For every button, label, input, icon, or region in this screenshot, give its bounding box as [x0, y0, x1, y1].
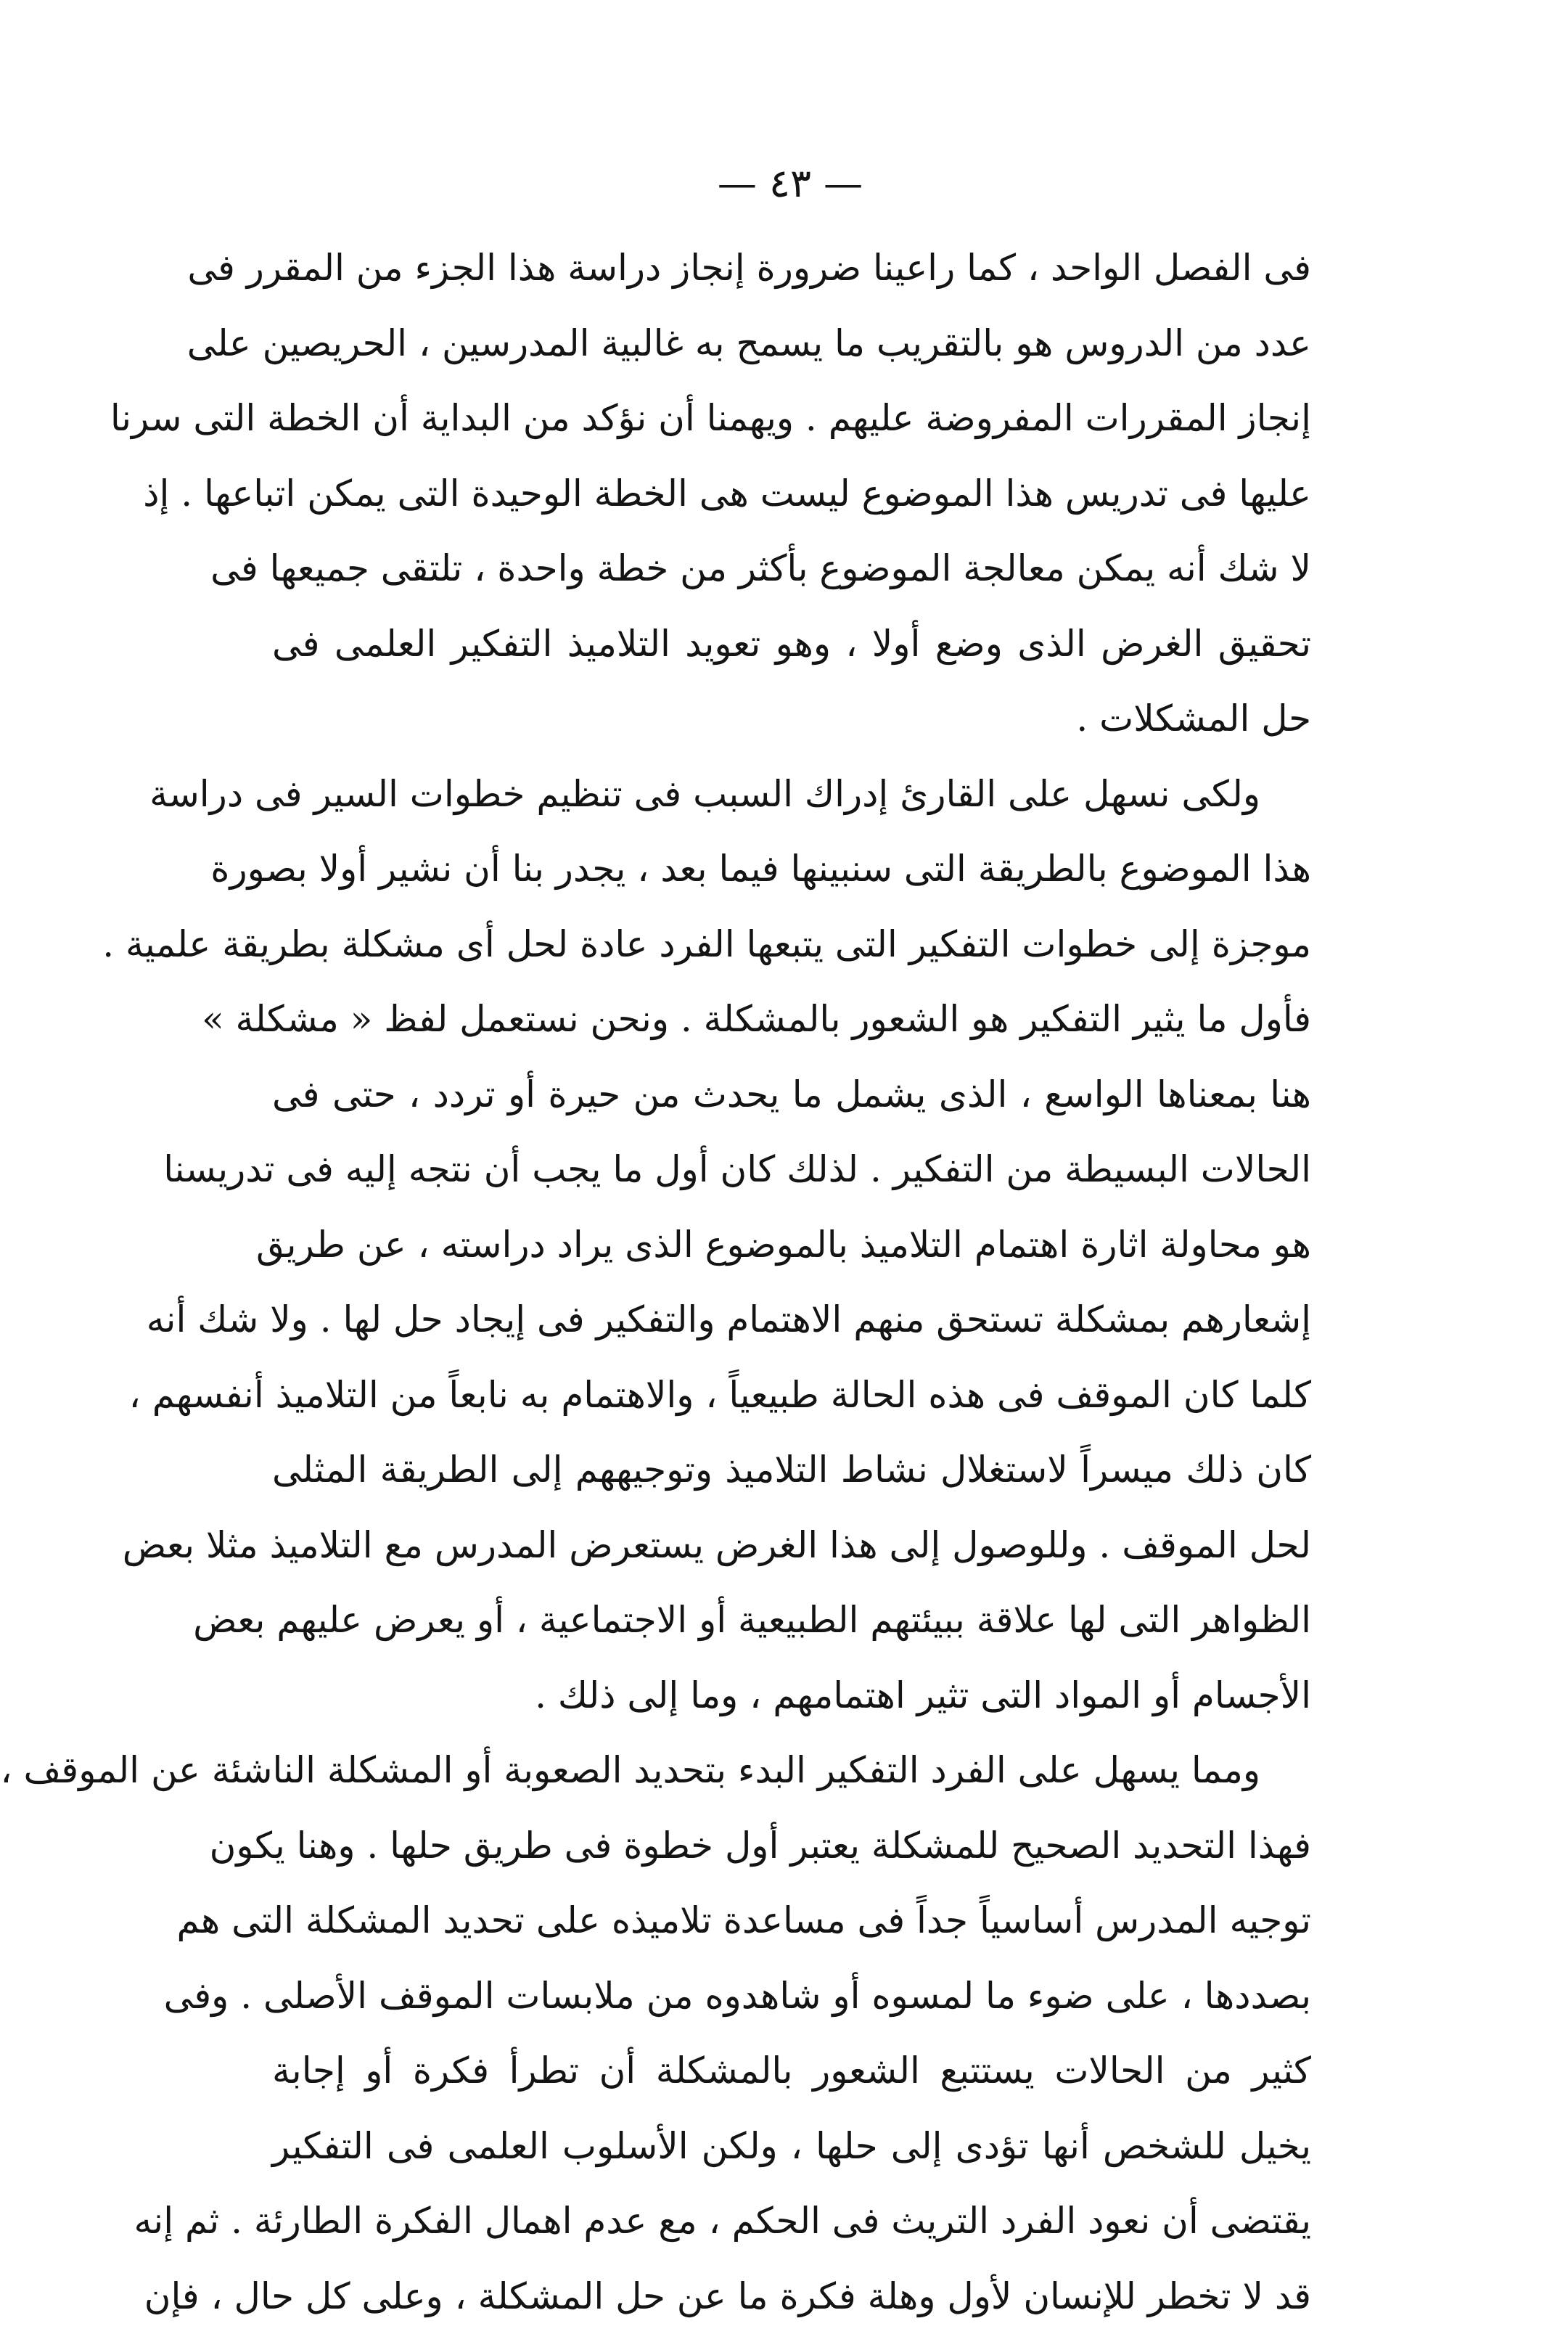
- page-number: — ٤٣ —: [12, 158, 1568, 209]
- text-line: فهذا التحديد الصحيح للمشكلة يعتبر أول خطوة فى طريق حلها . وهنا يكون: [272, 1809, 1311, 1884]
- text-line: عدد من الدروس هو بالتقريب ما يسمح به غالبية المدرسين ، الحريصين على: [272, 306, 1311, 382]
- paragraph-2: [272, 757, 1311, 1734]
- text-line: حل المشكلات .: [272, 681, 1311, 757]
- text-line: كان ذلك ميسراً لاستغلال نشاط التلاميذ وتوجيههم إلى الطريقة المثلى: [272, 1433, 1311, 1508]
- text-line: ومما يسهل على الفرد التفكير البدء بتحديد الصعوبة أو المشكلة الناشئة عن الموقف ،: [272, 1733, 1311, 1809]
- text-line: هذا الموضوع بالطريقة التى سنبينها فيما بعد ، يجدر بنا أن نشير أولا بصورة: [272, 832, 1311, 907]
- text-line: فى الفصل الواحد ، كما راعينا ضرورة إنجاز دراسة هذا الجزء من المقرر فى: [272, 231, 1311, 306]
- body-text: [272, 231, 1311, 2334]
- text-line: عليها فى تدريس هذا الموضوع ليست هى الخطة الوحيدة التى يمكن اتباعها . إذ: [272, 456, 1311, 532]
- text-line: ولكى نسهل على القارئ إدراك السبب فى تنظيم خطوات السير فى دراسة: [272, 757, 1311, 832]
- text-line: قد لا تخطر للإنسان لأول وهلة فكرة ما عن حل المشكلة ، وعلى كل حال ، فإن: [272, 2259, 1311, 2334]
- text-line: لا شك أنه يمكن معالجة الموضوع بأكثر من خطة واحدة ، تلتقى جميعها فى: [272, 531, 1311, 607]
- text-line: تحقيق الغرض الذى وضع أولا ، وهو تعويد التلاميذ التفكير العلمى فى: [272, 607, 1311, 682]
- text-line: الأجسام أو المواد التى تثير اهتمامهم ، وما إلى ذلك .: [272, 1658, 1311, 1734]
- text-line: إنجاز المقررات المفروضة عليهم . ويهمنا أن نؤكد من البداية أن الخطة التى سرنا: [272, 381, 1311, 456]
- text-line: الحالات البسيطة من التفكير . لذلك كان أول ما يجب أن نتجه إليه فى تدريسنا: [272, 1132, 1311, 1208]
- paragraph-3: [272, 1733, 1311, 2334]
- text-line: الظواهر التى لها علاقة ببيئتهم الطبيعية أو الاجتماعية ، أو يعرض عليهم بعض: [272, 1583, 1311, 1658]
- text-line: بصددها ، على ضوء ما لمسوه أو شاهدوه من ملابسات الموقف الأصلى . وفى: [272, 1959, 1311, 2034]
- text-line: يخيل للشخص أنها تؤدى إلى حلها ، ولكن الأسلوب العلمى فى التفكير: [272, 2109, 1311, 2184]
- scanned-book-page: [12, 0, 1568, 2224]
- text-line: كلما كان الموقف فى هذه الحالة طبيعياً ، والاهتمام به نابعاً من التلاميذ أنفسهم ،: [272, 1358, 1311, 1433]
- text-line: موجزة إلى خطوات التفكير التى يتبعها الفرد عادة لحل أى مشكلة بطريقة علمية .: [272, 907, 1311, 983]
- text-line: يقتضى أن نعود الفرد التريث فى الحكم ، مع عدم اهمال الفكرة الطارئة . ثم إنه: [272, 2184, 1311, 2259]
- text-line: هنا بمعناها الواسع ، الذى يشمل ما يحدث من حيرة أو تردد ، حتى فى: [272, 1057, 1311, 1133]
- text-line: لحل الموقف . وللوصول إلى هذا الغرض يستعرض المدرس مع التلاميذ مثلا بعض: [272, 1508, 1311, 1584]
- text-line: هو محاولة اثارة اهتمام التلاميذ بالموضوع الذى يراد دراسته ، عن طريق: [272, 1208, 1311, 1283]
- text-line: توجيه المدرس أساسياً جداً فى مساعدة تلاميذه على تحديد المشكلة التى هم: [272, 1883, 1311, 1959]
- text-line: فأول ما يثير التفكير هو الشعور بالمشكلة . ونحن نستعمل لفظ « مشكلة »: [272, 982, 1311, 1057]
- paragraph-1: [272, 231, 1311, 757]
- text-line: كثير من الحالات يستتبع الشعور بالمشكلة أن تطرأ فكرة أو إجابة: [272, 2034, 1311, 2109]
- text-line: إشعارهم بمشكلة تستحق منهم الاهتمام والتفكير فى إيجاد حل لها . ولا شك أنه: [272, 1282, 1311, 1358]
